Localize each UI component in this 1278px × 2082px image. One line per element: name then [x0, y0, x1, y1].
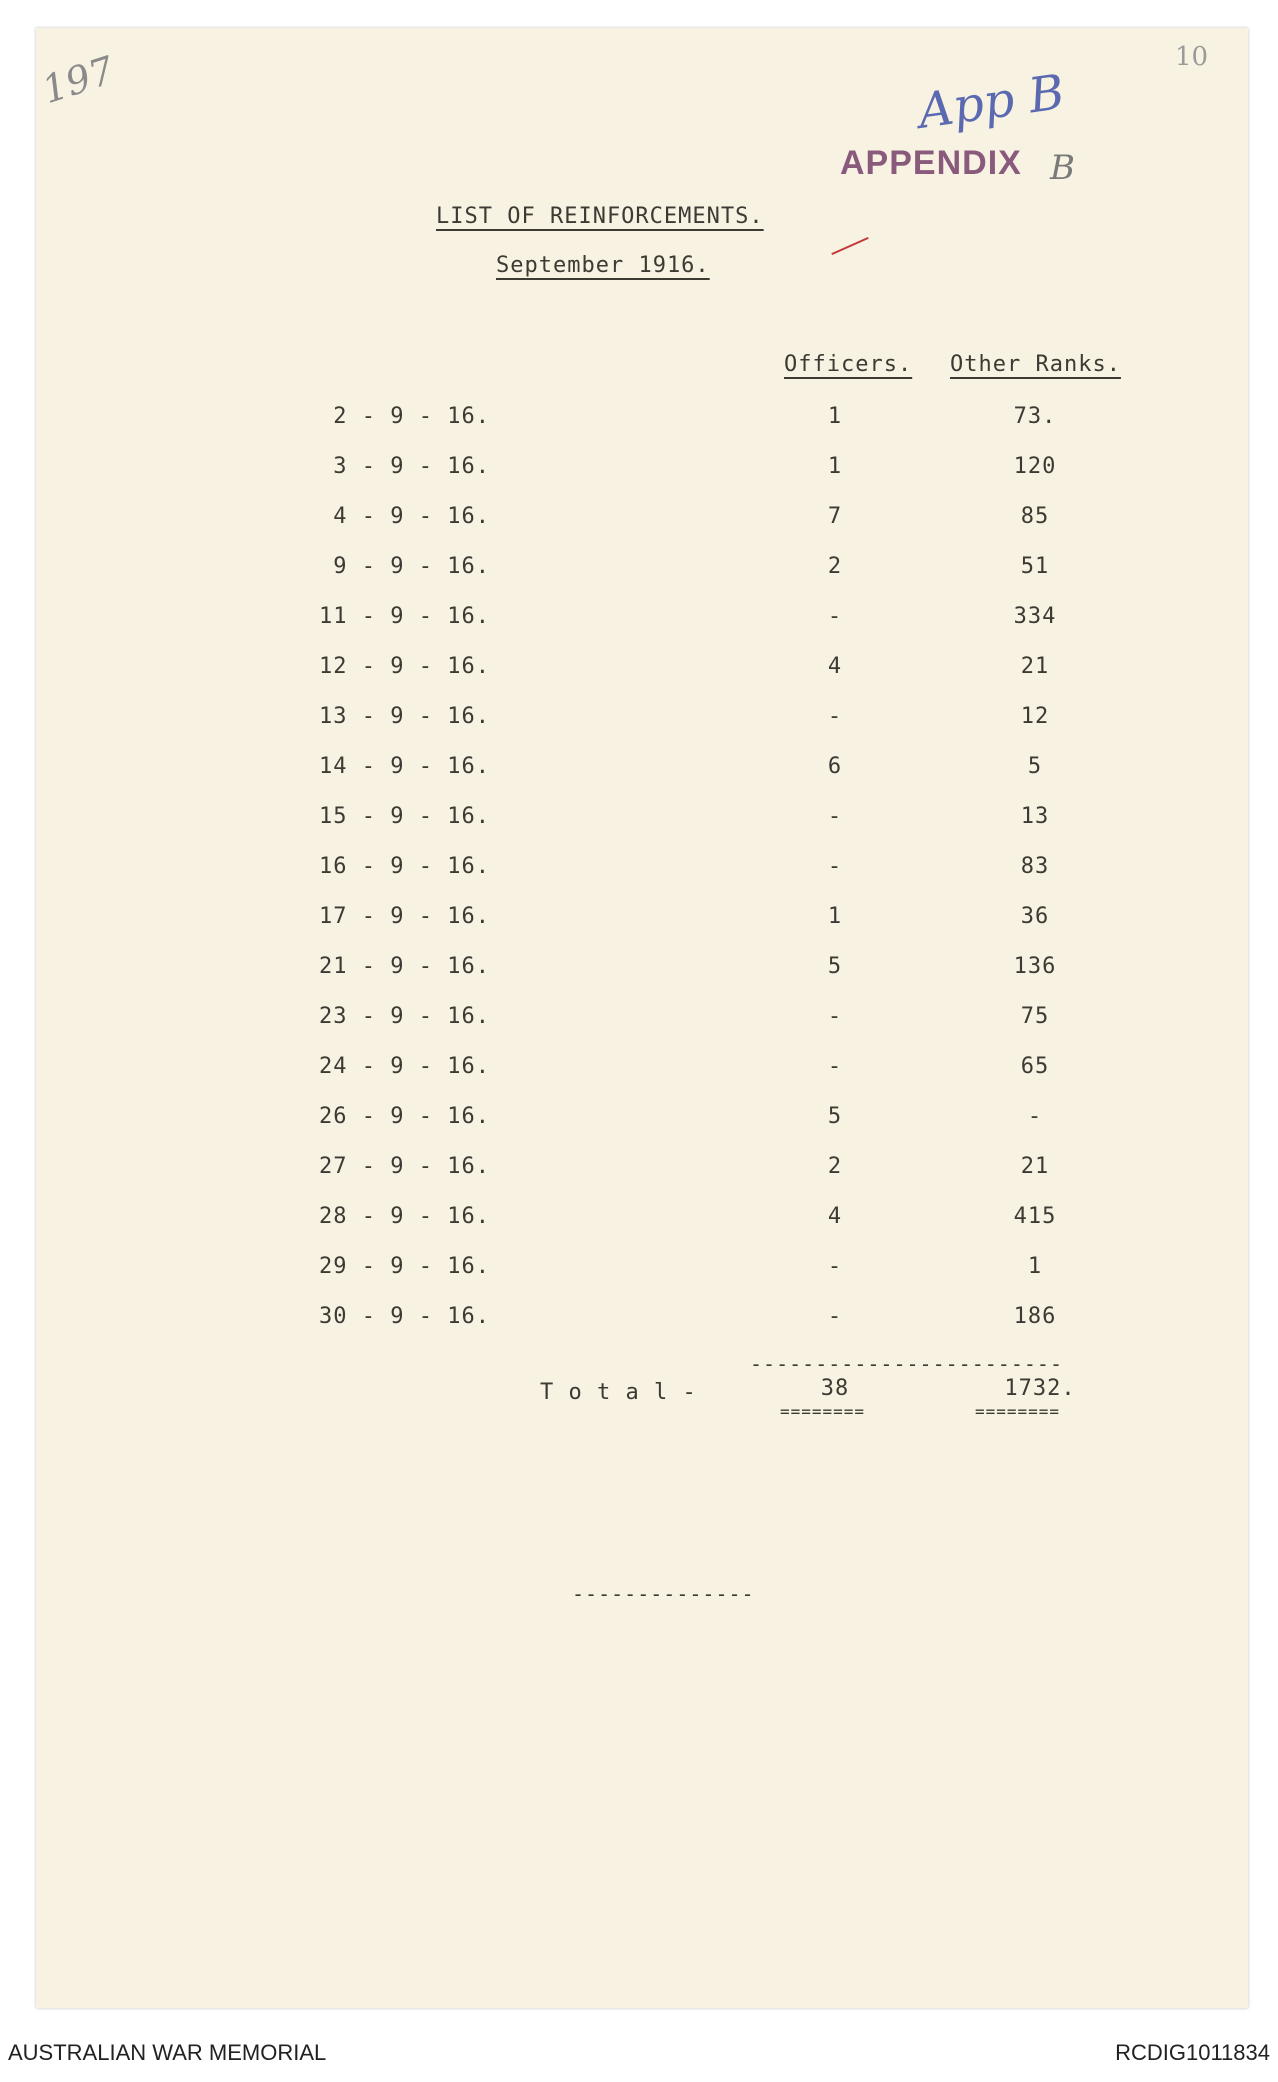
row-other-ranks: 36: [1020, 904, 1050, 929]
table-row: [0, 504, 1278, 534]
row-date: 21 - 9 - 16.: [319, 954, 490, 979]
table-row: [0, 554, 1278, 584]
table-row: [0, 804, 1278, 834]
row-other-ranks: 73.: [1013, 404, 1057, 429]
row-officers: -: [827, 804, 843, 829]
page-title: LIST OF REINFORCEMENTS.: [436, 204, 764, 229]
table-row: [0, 1304, 1278, 1334]
row-other-ranks: 85: [1020, 504, 1050, 529]
table-row: [0, 1104, 1278, 1134]
row-officers: 1: [827, 454, 843, 479]
row-date: 13 - 9 - 16.: [319, 704, 490, 729]
handwritten-app-note: App B: [914, 64, 1068, 140]
table-row: [0, 854, 1278, 884]
table-row: [0, 1254, 1278, 1284]
row-date: 16 - 9 - 16.: [319, 854, 490, 879]
row-date: 24 - 9 - 16.: [319, 1054, 490, 1079]
row-officers: 1: [827, 904, 843, 929]
table-row: [0, 454, 1278, 484]
total-label: T o t a l -: [540, 1380, 697, 1405]
row-other-ranks: 1: [1027, 1254, 1043, 1279]
row-date: 23 - 9 - 16.: [319, 1004, 490, 1029]
row-officers: 1: [827, 404, 843, 429]
row-date: 26 - 9 - 16.: [319, 1104, 490, 1129]
page-number: 10: [1175, 42, 1209, 72]
table-row: [0, 1004, 1278, 1034]
row-other-ranks: -: [1027, 1104, 1043, 1129]
table-row: [0, 404, 1278, 434]
row-other-ranks: 75: [1020, 1004, 1050, 1029]
row-officers: 2: [827, 1154, 843, 1179]
row-officers: -: [827, 704, 843, 729]
row-other-ranks: 12: [1020, 704, 1050, 729]
row-date: 28 - 9 - 16.: [319, 1204, 490, 1229]
table-row: [0, 754, 1278, 784]
table-row: [0, 604, 1278, 634]
row-other-ranks: 5: [1027, 754, 1043, 779]
row-officers: 4: [827, 654, 843, 679]
row-other-ranks: 51: [1020, 554, 1050, 579]
footer-credit: AUSTRALIAN WAR MEMORIAL: [8, 2040, 327, 2065]
row-officers: 7: [827, 504, 843, 529]
table-row: [0, 904, 1278, 934]
total-separator-rule: ------------------------: [750, 1352, 1063, 1376]
end-rule: --------------: [572, 1582, 755, 1606]
row-date: 12 - 9 - 16.: [319, 654, 490, 679]
column-header-officers: Officers.: [784, 352, 913, 377]
appendix-stamp: APPENDIX: [840, 144, 1022, 182]
table-row: [0, 1204, 1278, 1234]
total-other-ranks: 1732.: [1004, 1376, 1076, 1401]
row-officers: -: [827, 1304, 843, 1329]
row-date: 4 - 9 - 16.: [333, 504, 490, 529]
folio-pencil-number: 197: [36, 47, 120, 113]
row-other-ranks: 13: [1020, 804, 1050, 829]
row-date: 15 - 9 - 16.: [319, 804, 490, 829]
row-date: 2 - 9 - 16.: [333, 404, 490, 429]
row-officers: -: [827, 604, 843, 629]
row-other-ranks: 334: [1013, 604, 1057, 629]
row-officers: 4: [827, 1204, 843, 1229]
row-date: 14 - 9 - 16.: [319, 754, 490, 779]
row-other-ranks: 21: [1020, 654, 1050, 679]
table-row: [0, 1154, 1278, 1184]
table-row: [0, 1054, 1278, 1084]
row-date: 17 - 9 - 16.: [319, 904, 490, 929]
row-other-ranks: 83: [1020, 854, 1050, 879]
table-row: [0, 704, 1278, 734]
row-date: 30 - 9 - 16.: [319, 1304, 490, 1329]
column-header-other-ranks: Other Ranks.: [950, 352, 1121, 377]
row-other-ranks: 65: [1020, 1054, 1050, 1079]
row-date: 29 - 9 - 16.: [319, 1254, 490, 1279]
row-date: 27 - 9 - 16.: [319, 1154, 490, 1179]
row-other-ranks: 415: [1013, 1204, 1057, 1229]
row-other-ranks: 21: [1020, 1154, 1050, 1179]
row-other-ranks: 186: [1013, 1304, 1057, 1329]
row-officers: -: [827, 1004, 843, 1029]
row-other-ranks: 136: [1013, 954, 1057, 979]
page-subtitle: September 1916.: [496, 253, 710, 278]
row-officers: -: [827, 1254, 843, 1279]
table-row: [0, 654, 1278, 684]
row-date: 9 - 9 - 16.: [333, 554, 490, 579]
row-officers: 6: [827, 754, 843, 779]
row-officers: -: [827, 854, 843, 879]
appendix-suffix-note: B: [1050, 148, 1075, 188]
row-officers: 5: [827, 1104, 843, 1129]
total-officers-double-rule: ========: [780, 1402, 866, 1421]
row-officers: 5: [827, 954, 843, 979]
row-officers: 2: [827, 554, 843, 579]
total-officers: 38: [820, 1376, 850, 1401]
table-row: [0, 954, 1278, 984]
total-other-ranks-double-rule: ========: [975, 1402, 1061, 1421]
row-officers: -: [827, 1054, 843, 1079]
footer-record-id: RCDIG1011834: [1115, 2040, 1270, 2065]
row-other-ranks: 120: [1013, 454, 1057, 479]
row-date: 3 - 9 - 16.: [333, 454, 490, 479]
row-date: 11 - 9 - 16.: [319, 604, 490, 629]
